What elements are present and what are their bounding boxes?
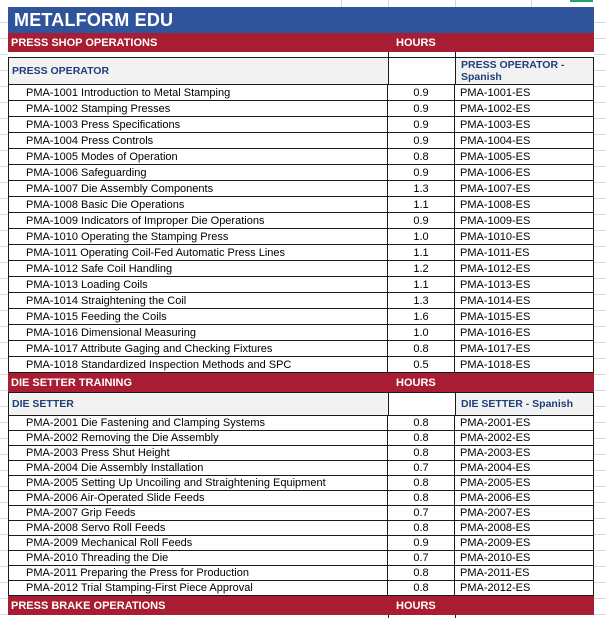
course-row [8, 506, 594, 521]
course-hours-cell[interactable] [388, 491, 455, 505]
section-header-press-brake-operations[interactable] [8, 596, 594, 615]
course-title-cell[interactable] [8, 117, 388, 132]
course-spanish-code: PMA-1003-ES [460, 118, 531, 131]
course-title: PMA-1017 Attribute Gaging and Checking Fixtures [26, 342, 273, 355]
course-spanish-code-cell[interactable] [455, 261, 594, 276]
course-spanish-code-cell[interactable] [455, 309, 594, 324]
course-spanish-code-cell[interactable] [455, 461, 594, 475]
course-hours-cell[interactable] [388, 149, 455, 164]
course-spanish-code: PMA-1016-ES [460, 326, 531, 339]
course-hours: 0.9 [413, 134, 429, 147]
course-spanish-code-cell[interactable] [455, 325, 594, 340]
course-hours: 1.2 [413, 262, 429, 275]
course-hours-cell[interactable] [388, 416, 455, 430]
course-hours-cell[interactable] [388, 341, 455, 356]
course-hours: 0.8 [413, 522, 429, 534]
course-title-cell[interactable] [8, 536, 388, 550]
course-title-cell[interactable] [8, 341, 388, 356]
course-row [8, 101, 594, 117]
spacer-row [8, 52, 594, 57]
course-hours: 0.8 [413, 342, 429, 355]
course-hours-cell[interactable] [388, 309, 455, 324]
course-title: PMA-2011 Preparing the Press for Production [26, 567, 249, 579]
course-hours: 1.1 [413, 246, 429, 259]
course-title: PMA-1004 Press Controls [26, 134, 154, 147]
course-hours-cell[interactable] [388, 325, 455, 340]
subheader-hours-cell[interactable] [389, 393, 456, 415]
course-spanish-code-cell[interactable] [455, 431, 594, 445]
course-title: PMA-1011 Operating Coil-Fed Automatic Press Lines [26, 246, 286, 259]
course-title-cell[interactable] [8, 446, 388, 460]
course-title-cell[interactable] [8, 476, 388, 490]
course-title-cell[interactable] [8, 101, 388, 116]
course-title: PMA-2010 Threading the Die [26, 552, 169, 564]
course-title-cell[interactable] [8, 181, 388, 196]
course-title-cell[interactable] [8, 551, 388, 565]
course-spanish-code: PMA-1012-ES [460, 262, 531, 275]
course-title: PMA-1003 Press Specifications [26, 118, 181, 131]
course-hours-cell[interactable] [388, 566, 455, 580]
course-row [8, 431, 594, 446]
course-spanish-code: PMA-2001-ES [460, 417, 531, 429]
course-hours: 0.7 [413, 462, 429, 474]
course-spanish-code: PMA-2009-ES [460, 537, 531, 549]
section-title: PRESS SHOP OPERATIONS [11, 36, 158, 49]
course-spanish-code-cell[interactable] [455, 117, 594, 132]
course-row [8, 581, 594, 596]
course-hours-cell[interactable] [388, 293, 455, 308]
course-hours-cell[interactable] [388, 213, 455, 228]
course-spanish-code: PMA-1005-ES [460, 150, 531, 163]
hours-column-label: HOURS [396, 36, 436, 49]
course-row [8, 521, 594, 536]
course-title: PMA-1015 Feeding the Coils [26, 310, 167, 323]
course-title: PMA-2001 Die Fastening and Clamping Systems [26, 417, 266, 429]
section-title: PRESS BRAKE OPERATIONS [11, 599, 166, 612]
course-row [8, 416, 594, 431]
section-title: DIE SETTER TRAINING [11, 376, 133, 389]
course-hours-cell[interactable] [388, 506, 455, 520]
course-spanish-code: PMA-1017-ES [460, 342, 531, 355]
course-title: PMA-2006 Air-Operated Slide Feeds [26, 492, 205, 504]
course-spanish-code: PMA-1013-ES [460, 278, 531, 291]
course-title-cell[interactable] [8, 149, 388, 164]
course-title: PMA-1012 Safe Coil Handling [26, 262, 173, 275]
course-hours-cell[interactable] [388, 181, 455, 196]
course-title: PMA-1005 Modes of Operation [26, 150, 178, 163]
course-hours: 0.7 [413, 507, 429, 519]
course-title-cell[interactable] [8, 581, 388, 595]
sheet-title: METALFORM EDU [14, 9, 174, 30]
course-row [8, 293, 594, 309]
left-margin-gridlines [0, 7, 8, 618]
subheader-hours-cell[interactable] [389, 58, 456, 84]
hours-column-label: HOURS [396, 376, 436, 389]
course-title-cell[interactable] [8, 357, 388, 372]
course-spanish-code: PMA-2005-ES [460, 477, 531, 489]
course-hours: 0.9 [413, 537, 429, 549]
course-spanish-code: PMA-2011-ES [460, 567, 530, 579]
course-spanish-code-cell[interactable] [455, 551, 594, 565]
course-spanish-code: PMA-1009-ES [460, 214, 531, 227]
course-spanish-code: PMA-2012-ES [460, 582, 531, 594]
course-spanish-code: PMA-1018-ES [460, 358, 531, 371]
course-row [8, 461, 594, 476]
course-title: PMA-2008 Servo Roll Feeds [26, 522, 166, 534]
course-hours-cell[interactable] [388, 245, 455, 260]
course-hours: 0.8 [413, 477, 429, 489]
course-spanish-code: PMA-1014-ES [460, 294, 531, 307]
course-list-press-operator [8, 85, 594, 373]
course-row [8, 476, 594, 491]
course-spanish-code: PMA-2010-ES [460, 552, 531, 564]
course-spanish-code-cell[interactable] [455, 197, 594, 212]
section-header-die-setter-training[interactable] [8, 373, 594, 392]
course-spanish-code-cell[interactable] [455, 357, 594, 372]
course-title: PMA-1008 Basic Die Operations [26, 198, 185, 211]
course-title-cell[interactable] [8, 416, 388, 430]
column-border [388, 52, 389, 57]
course-title-cell[interactable] [8, 133, 388, 148]
course-spanish-code-cell[interactable] [455, 521, 594, 535]
course-row [8, 357, 594, 373]
course-hours-cell[interactable] [388, 197, 455, 212]
course-hours-cell[interactable] [388, 133, 455, 148]
course-catalog-table [8, 7, 594, 618]
course-title-cell[interactable] [8, 245, 388, 260]
course-title: PMA-2002 Removing the Die Assembly [26, 432, 219, 444]
course-hours-cell[interactable] [388, 85, 455, 100]
course-title-cell[interactable] [8, 431, 388, 445]
hours-column-label: HOURS [396, 599, 436, 612]
course-hours-cell[interactable] [388, 165, 455, 180]
course-row [8, 213, 594, 229]
course-row [8, 117, 594, 133]
course-spanish-code: PMA-2007-ES [460, 507, 531, 519]
course-hours-cell[interactable] [388, 521, 455, 535]
course-title: PMA-1007 Die Assembly Components [26, 182, 214, 195]
course-spanish-code-cell[interactable] [455, 341, 594, 356]
course-hours: 1.6 [413, 310, 429, 323]
subheader-spanish-label: DIE SETTER - Spanish [461, 398, 574, 410]
course-row [8, 165, 594, 181]
course-title-cell[interactable] [8, 566, 388, 580]
course-spanish-code: PMA-2002-ES [460, 432, 531, 444]
subheader-cell-die-setter-spanish[interactable] [456, 393, 593, 415]
course-title: PMA-1018 Standardized Inspection Methods and SPC [26, 358, 292, 371]
course-spanish-code-cell[interactable] [455, 229, 594, 244]
subheader-row-press-operator [8, 57, 594, 85]
course-hours: 0.8 [413, 150, 429, 163]
course-hours-cell[interactable] [388, 581, 455, 595]
course-title: PMA-1006 Safeguarding [26, 166, 147, 179]
course-row [8, 341, 594, 357]
course-title-cell[interactable] [8, 309, 388, 324]
course-row [8, 133, 594, 149]
column-gridline [388, 0, 389, 7]
course-title: PMA-2007 Grip Feeds [26, 507, 136, 519]
course-hours: 1.3 [413, 294, 429, 307]
subheader-cell-die-setter[interactable] [9, 393, 389, 415]
course-hours: 0.9 [413, 102, 429, 115]
course-row [8, 551, 594, 566]
course-row [8, 325, 594, 341]
course-spanish-code-cell[interactable] [455, 133, 594, 148]
course-spanish-code-cell[interactable] [455, 101, 594, 116]
course-title: PMA-1010 Operating the Stamping Press [26, 230, 229, 243]
subheader-row-die-setter [8, 392, 594, 416]
course-title-cell[interactable] [8, 293, 388, 308]
course-row [8, 85, 594, 101]
course-spanish-code: PMA-1010-ES [460, 230, 531, 243]
course-hours-cell[interactable] [388, 431, 455, 445]
subheader-spanish-label: PRESS OPERATOR - Spanish [461, 59, 565, 83]
subheader-cell-press-operator-spanish[interactable] [456, 58, 593, 84]
course-title-cell[interactable] [8, 165, 388, 180]
sheet-title-cell[interactable] [8, 7, 594, 33]
section-header-press-shop-operations[interactable] [8, 33, 594, 52]
course-title: PMA-1013 Loading Coils [26, 278, 148, 291]
course-hours-cell[interactable] [388, 261, 455, 276]
course-spanish-code-cell[interactable] [455, 181, 594, 196]
course-title: PMA-2009 Mechanical Roll Feeds [26, 537, 193, 549]
subheader-label: DIE SETTER [12, 398, 74, 410]
column-gridline [455, 0, 456, 7]
course-hours-cell[interactable] [388, 117, 455, 132]
course-spanish-code-cell[interactable] [455, 245, 594, 260]
course-title: PMA-1009 Indicators of Improper Die Operations [26, 214, 265, 227]
course-title: PMA-2012 Trial Stamping-First Piece Approval [26, 582, 253, 594]
course-row [8, 197, 594, 213]
course-row [8, 277, 594, 293]
right-margin-gridlines [594, 7, 606, 618]
course-spanish-code-cell[interactable] [455, 581, 594, 595]
course-row [8, 261, 594, 277]
course-hours: 0.8 [413, 432, 429, 444]
course-hours: 0.9 [413, 166, 429, 179]
subheader-cell-press-operator[interactable] [9, 58, 389, 84]
course-title: PMA-1014 Straightening the Coil [26, 294, 187, 307]
course-spanish-code-cell[interactable] [455, 506, 594, 520]
course-spanish-code: PMA-1011-ES [460, 246, 530, 259]
course-hours: 0.8 [413, 582, 429, 594]
course-spanish-code: PMA-1007-ES [460, 182, 531, 195]
course-title-cell[interactable] [8, 521, 388, 535]
course-row [8, 245, 594, 261]
course-spanish-code: PMA-1015-ES [460, 310, 531, 323]
course-spanish-code-cell[interactable] [455, 536, 594, 550]
course-row [8, 309, 594, 325]
course-title-cell[interactable] [8, 491, 388, 505]
course-hours: 0.9 [413, 118, 429, 131]
course-title-cell[interactable] [8, 213, 388, 228]
course-spanish-code: PMA-1001-ES [460, 86, 531, 99]
course-hours-cell[interactable] [388, 101, 455, 116]
course-title-cell[interactable] [8, 85, 388, 100]
course-hours-cell[interactable] [388, 461, 455, 475]
subheader-label: PRESS OPERATOR [12, 65, 110, 77]
course-hours: 1.1 [413, 198, 429, 211]
course-row [8, 491, 594, 506]
course-hours: 1.1 [413, 278, 429, 291]
course-spanish-code-cell[interactable] [455, 476, 594, 490]
course-spanish-code: PMA-2004-ES [460, 462, 531, 474]
course-title-cell[interactable] [8, 261, 388, 276]
course-spanish-code-cell[interactable] [455, 165, 594, 180]
cell-selection-mark [570, 0, 593, 2]
course-hours-cell[interactable] [388, 357, 455, 372]
course-spanish-code-cell[interactable] [455, 85, 594, 100]
course-hours: 0.9 [413, 86, 429, 99]
course-title-cell[interactable] [8, 197, 388, 212]
course-title: PMA-2004 Die Assembly Installation [26, 462, 204, 474]
course-spanish-code: PMA-1002-ES [460, 102, 531, 115]
course-hours: 0.8 [413, 417, 429, 429]
course-title: PMA-1002 Stamping Presses [26, 102, 171, 115]
course-spanish-code: PMA-1004-ES [460, 134, 531, 147]
course-hours-cell[interactable] [388, 476, 455, 490]
course-list-die-setter [8, 416, 594, 596]
course-hours: 0.5 [413, 358, 429, 371]
course-spanish-code-cell[interactable] [455, 293, 594, 308]
course-title: PMA-1016 Dimensional Measuring [26, 326, 196, 339]
course-hours: 0.8 [413, 447, 429, 459]
course-hours-cell[interactable] [388, 551, 455, 565]
column-gridline [531, 0, 532, 7]
course-spanish-code: PMA-2008-ES [460, 522, 531, 534]
course-row [8, 566, 594, 581]
course-hours: 0.9 [413, 214, 429, 227]
course-title-cell[interactable] [8, 277, 388, 292]
column-gridline [341, 0, 342, 7]
course-spanish-code-cell[interactable] [455, 491, 594, 505]
course-spanish-code-cell[interactable] [455, 446, 594, 460]
course-title-cell[interactable] [8, 506, 388, 520]
course-title-cell[interactable] [8, 325, 388, 340]
course-row [8, 149, 594, 165]
column-border [455, 52, 456, 57]
course-hours-cell[interactable] [388, 229, 455, 244]
course-title: PMA-2005 Setting Up Uncoiling and Straightening Equipment [26, 477, 326, 489]
course-row [8, 229, 594, 245]
course-hours-cell[interactable] [388, 536, 455, 550]
course-hours: 0.8 [413, 492, 429, 504]
course-hours: 1.0 [413, 326, 429, 339]
course-spanish-code-cell[interactable] [455, 566, 594, 580]
course-title-cell[interactable] [8, 229, 388, 244]
course-title: PMA-1001 Introduction to Metal Stamping [26, 86, 231, 99]
course-hours-cell[interactable] [388, 277, 455, 292]
course-spanish-code: PMA-1006-ES [460, 166, 531, 179]
course-spanish-code: PMA-2003-ES [460, 447, 531, 459]
course-hours: 0.8 [413, 567, 429, 579]
course-spanish-code-cell[interactable] [455, 213, 594, 228]
course-row [8, 181, 594, 197]
course-row [8, 446, 594, 461]
course-hours: 1.0 [413, 230, 429, 243]
course-spanish-code: PMA-1008-ES [460, 198, 531, 211]
course-spanish-code-cell[interactable] [455, 277, 594, 292]
course-spanish-code-cell[interactable] [455, 416, 594, 430]
course-title: PMA-2003 Press Shut Height [26, 447, 170, 459]
course-row [8, 536, 594, 551]
course-title-cell[interactable] [8, 461, 388, 475]
course-spanish-code: PMA-2006-ES [460, 492, 531, 504]
course-spanish-code-cell[interactable] [455, 149, 594, 164]
course-hours: 0.7 [413, 552, 429, 564]
course-hours-cell[interactable] [388, 446, 455, 460]
course-hours: 1.3 [413, 182, 429, 195]
